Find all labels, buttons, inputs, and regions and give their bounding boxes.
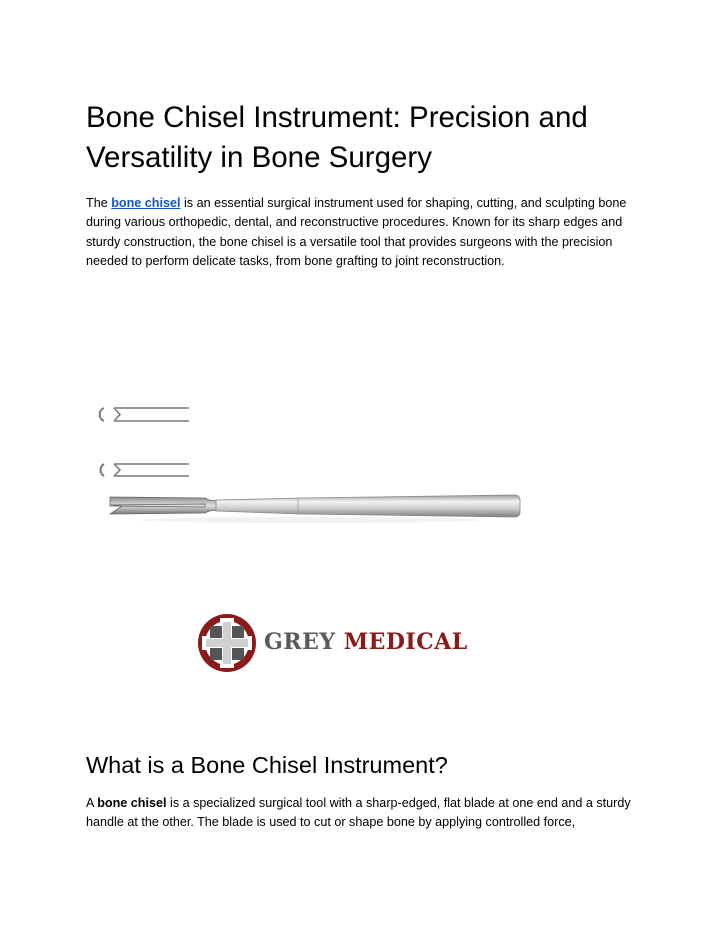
intro-prefix: The [86,196,112,210]
intro-paragraph [86,194,646,271]
logo-word-grey: GREY [264,629,336,655]
intro-text: is an essential surgical instrument used for shaping, cutting, and sculpting bone during various orthopedic, dental, and reconstructive procedures. Known for its sharp edges and sturdy construction, the bone chisel is a versatile tool that provides surgeons with the precision needed to perform delicate tasks, from bone grafting to joint reconstruction. [86,196,627,268]
profile-diagram-2 [101,464,189,476]
grey-medical-logo [196,612,468,674]
page-title: Bone Chisel Instrument: Precision and Versatility in Bone Surgery [86,101,588,174]
bone-chisel-image [80,380,540,560]
section-text: is a specialized surgical tool with a sharp-edged, flat blade at one end and a sturdy handle at the other. The blade is used to cut or shape bone by applying controlled force, [86,796,631,830]
chisel-instrument [110,495,520,523]
profile-diagram-1 [100,408,189,421]
section-bold-term: bone chisel [97,796,167,810]
bone-chisel-link[interactable]: bone chisel [111,196,181,210]
section-paragraph [86,794,646,833]
logo-wordmark [264,629,468,655]
logo-cross-icon [196,612,258,674]
section-heading: What is a Bone Chisel Instrument? [86,752,448,778]
section-prefix: A [86,796,98,810]
logo-word-medical: MEDICAL [343,629,468,655]
